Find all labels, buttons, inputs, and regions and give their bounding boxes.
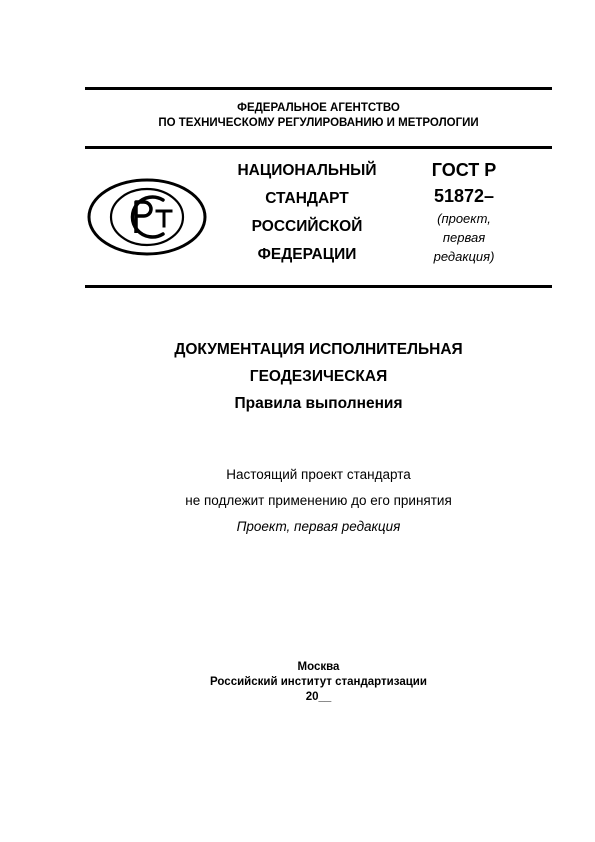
gost-number: 51872–: [433, 186, 495, 206]
document-title: [85, 336, 552, 417]
draft-note-line-2: первая: [442, 230, 486, 245]
imprint-city: Москва: [297, 661, 340, 673]
title-line-1: ДОКУМЕНТАЦИЯ ИСПОЛНИТЕЛЬНАЯ: [174, 341, 463, 358]
standard-kind: [222, 157, 392, 269]
imprint-year: 20__: [305, 691, 332, 703]
imprint: [85, 660, 552, 705]
title-line-2: ГЕОДЕЗИЧЕСКАЯ: [249, 368, 388, 385]
standard-kind-line-1: НАЦИОНАЛЬНЫЙ: [237, 162, 377, 179]
agency-header: [85, 101, 552, 131]
agency-line-2: ПО ТЕХНИЧЕСКОМУ РЕГУЛИРОВАНИЮ И МЕТРОЛОГИИ: [158, 117, 479, 129]
document-subtitle: Правила выполнения: [234, 395, 403, 412]
standard-kind-line-2: СТАНДАРТ: [265, 190, 349, 207]
draft-note-line-1: (проект,: [437, 211, 491, 226]
status-line-1: Настоящий проект стандарта: [226, 467, 411, 482]
draft-note-line-3: редакция): [433, 249, 495, 264]
bottom-rule: [85, 285, 552, 288]
top-rule: [85, 87, 552, 90]
middle-rule: [85, 146, 552, 149]
status-line-3: Проект, первая редакция: [236, 519, 401, 534]
gost-line-1: ГОСТ Р: [431, 160, 497, 180]
status-line-2: не подлежит применению до его принятия: [185, 493, 452, 508]
agency-line-1: ФЕДЕРАЛЬНОЕ АГЕНТСТВО: [237, 102, 400, 114]
rst-logo-icon: [87, 178, 207, 256]
standard-kind-line-3: РОССИЙСКОЙ: [251, 218, 363, 235]
standard-kind-line-4: ФЕДЕРАЦИИ: [257, 246, 357, 263]
imprint-publisher: Российский институт стандартизации: [210, 676, 427, 688]
gost-designation: [404, 157, 524, 266]
draft-status: [85, 462, 552, 540]
